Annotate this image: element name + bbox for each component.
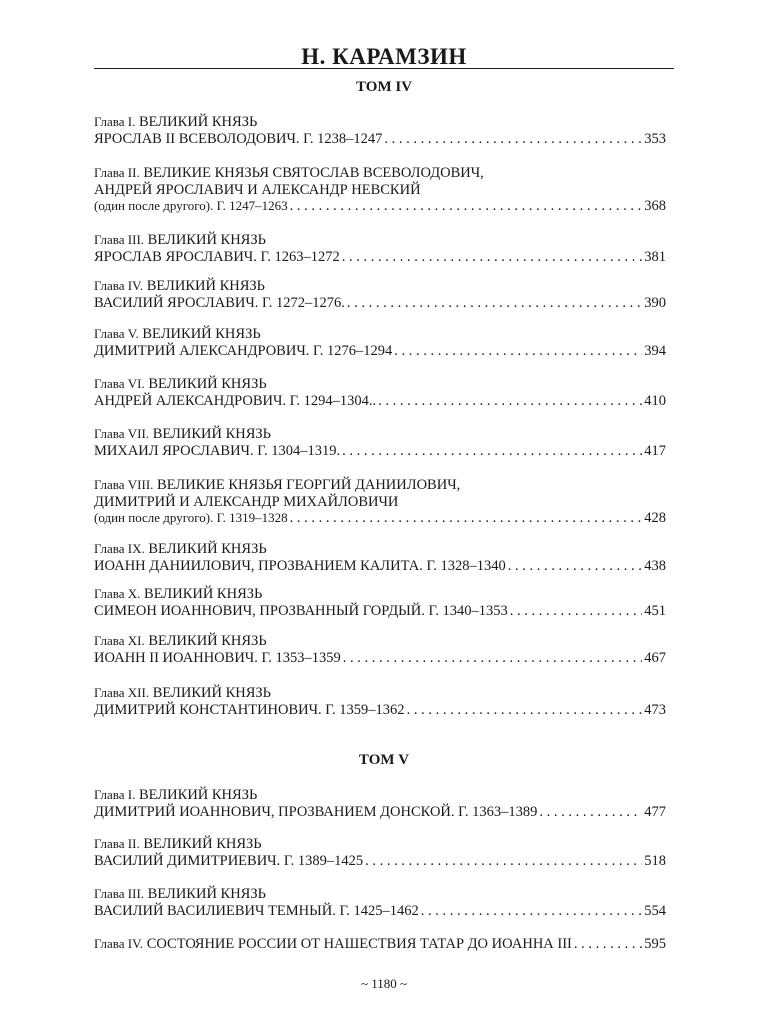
page-number: 438 — [644, 557, 666, 574]
chapter-label: Глава X. — [94, 586, 141, 601]
page-number: 368 — [644, 198, 666, 214]
toc-entry[interactable] — [94, 278, 666, 311]
page-number: 518 — [644, 852, 666, 869]
chapter-subtitle: АНДРЕЙ АЛЕКСАНДРОВИЧ. Г. 1294–1304.. — [94, 392, 377, 409]
toc-entry[interactable] — [94, 685, 666, 718]
chapter-title: ВЕЛИКИЙ КНЯЗЬ — [148, 541, 267, 557]
chapter-label: Глава II. — [94, 165, 140, 180]
chapter-label: Глава III. — [94, 232, 145, 247]
chapter-title-cont: АНДРЕЙ ЯРОСЛАВИЧ И АЛЕКСАНДР НЕВСКИЙ — [94, 181, 421, 198]
author-title: Н. КАРАМЗИН — [301, 44, 467, 69]
chapter-subtitle: ИОАНН ДАНИИЛОВИЧ, ПРОЗВАНИЕМ КАЛИТА. Г. 1328–1340 — [94, 557, 506, 574]
chapter-subtitle: ДИМИТРИЙ КОНСТАНТИНОВИЧ. Г. 1359–1362 — [94, 701, 405, 718]
chapter-title: ВЕЛИКИЙ КНЯЗЬ — [147, 886, 266, 902]
dot-leader — [347, 295, 642, 312]
dot-leader — [343, 650, 643, 667]
toc-entry[interactable] — [94, 886, 666, 919]
chapter-subtitle: ВАСИЛИЙ ДИМИТРИЕВИЧ. Г. 1389–1425 — [94, 852, 364, 869]
toc-entry[interactable] — [94, 114, 666, 147]
chapter-label: Глава V. — [94, 326, 139, 341]
chapter-title: ВЕЛИКИЕ КНЯЗЬЯ ГЕОРГИЙ ДАНИИЛОВИЧ, — [157, 477, 461, 493]
chapter-label: Глава VII. — [94, 426, 150, 441]
chapter-title: ВЕЛИКИЙ КНЯЗЬ — [148, 376, 267, 392]
chapter-label: Глава IV. — [94, 278, 144, 293]
page-number: 394 — [644, 342, 666, 359]
chapter-title: ВЕЛИКИЙ КНЯЗЬ — [139, 787, 258, 803]
chapter-subtitle: ВАСИЛИЙ ВАСИЛИЕВИЧ ТЕМНЫЙ. Г. 1425–1462 — [94, 902, 419, 919]
page-number: 410 — [644, 392, 666, 409]
toc-entry[interactable] — [94, 586, 666, 619]
dot-leader — [539, 804, 642, 821]
toc-entry[interactable] — [94, 936, 666, 953]
volume-heading: ТОМ IV — [355, 79, 413, 95]
chapter-title: ВЕЛИКИЙ КНЯЗЬ — [144, 586, 263, 602]
toc-entry[interactable] — [94, 787, 666, 820]
dot-leader — [508, 558, 643, 575]
page-number: 353 — [644, 130, 666, 147]
dot-leader — [384, 131, 642, 148]
chapter-label: Глава VIII. — [94, 477, 154, 492]
page-number: 417 — [644, 442, 666, 459]
dot-leader — [421, 903, 643, 920]
chapter-subtitle: ВАСИЛИЙ ЯРОСЛАВИЧ. Г. 1272–1276. — [94, 294, 345, 311]
chapter-label: Глава XII. — [94, 685, 150, 700]
toc-entry[interactable] — [94, 541, 666, 574]
chapter-subtitle: ДИМИТРИЙ АЛЕКСАНДРОВИЧ. Г. 1276–1294 — [94, 342, 393, 359]
chapter-label: Глава IX. — [94, 541, 145, 556]
page-number: 467 — [644, 649, 666, 666]
chapter-title: ВЕЛИКИЙ КНЯЗЬ — [147, 232, 266, 248]
chapter-title: ВЕЛИКИЙ КНЯЗЬ — [152, 685, 272, 701]
dot-leader — [510, 603, 643, 620]
dot-leader — [290, 510, 643, 527]
chapter-subtitle: МИХАИЛ ЯРОСЛАВИЧ. Г. 1304–1319. — [94, 442, 341, 459]
toc-entry[interactable] — [94, 836, 666, 869]
chapter-subtitle: (один после другого). Г. 1319–1328 — [94, 510, 288, 525]
chapter-title: ВЕЛИКИЙ КНЯЗЬ — [148, 633, 267, 649]
chapter-label: Глава IV. — [94, 936, 144, 951]
chapter-label: Глава XI. — [94, 633, 145, 648]
toc-entry[interactable] — [94, 376, 666, 409]
chapter-subtitle: (один после другого). Г. 1247–1263 — [94, 198, 288, 213]
toc-entry[interactable] — [94, 165, 666, 215]
page-number: 451 — [644, 602, 666, 619]
toc-entry[interactable] — [94, 326, 666, 359]
chapter-title: ВЕЛИКИЙ КНЯЗЬ — [146, 278, 265, 294]
dot-leader — [342, 249, 643, 266]
dot-leader — [407, 702, 643, 719]
dot-leader — [394, 343, 642, 360]
page-number: 554 — [644, 902, 666, 919]
chapter-title: ВЕЛИКИЕ КНЯЗЬЯ СВЯТОСЛАВ ВСЕВОЛОДОВИЧ, — [143, 165, 484, 181]
dot-leader — [574, 936, 642, 953]
dot-leader — [290, 198, 643, 215]
page-number: 390 — [644, 294, 666, 311]
toc-entry[interactable] — [94, 232, 666, 265]
page-number: 595 — [644, 936, 666, 952]
chapter-title: ВЕЛИКИЙ КНЯЗЬ — [143, 836, 262, 852]
chapter-subtitle: ЯРОСЛАВ ЯРОСЛАВИЧ. Г. 1263–1272 — [94, 248, 340, 265]
page-number: 428 — [644, 510, 666, 526]
dot-leader — [342, 443, 642, 460]
dot-leader — [378, 393, 642, 410]
title-rule — [94, 68, 674, 69]
chapter-title: СОСТОЯНИЕ РОССИИ ОТ НАШЕСТВИЯ ТАТАР ДО ИОАННА III — [146, 936, 572, 952]
chapter-label: Глава VI. — [94, 376, 145, 391]
page-number: 473 — [644, 701, 666, 718]
chapter-title-cont: ДИМИТРИЙ И АЛЕКСАНДР МИХАЙЛОВИЧИ — [94, 493, 399, 510]
chapter-subtitle: ДИМИТРИЙ ИОАННОВИЧ, ПРОЗВАНИЕМ ДОНСКОЙ. Г. 1363–1389 — [94, 803, 538, 820]
chapter-title: ВЕЛИКИЙ КНЯЗЬ — [139, 114, 258, 130]
chapter-label: Глава I. — [94, 787, 136, 802]
chapter-title: ВЕЛИКИЙ КНЯЗЬ — [152, 426, 272, 442]
chapter-label: Глава II. — [94, 836, 140, 851]
page-number: 477 — [644, 803, 666, 820]
chapter-title: ВЕЛИКИЙ КНЯЗЬ — [142, 326, 261, 342]
chapter-label: Глава I. — [94, 114, 136, 129]
page-footer-number: ~ 1180 ~ — [360, 976, 408, 991]
chapter-label: Глава III. — [94, 886, 145, 901]
chapter-subtitle: ЯРОСЛАВ II ВСЕВОЛОДОВИЧ. Г. 1238–1247 — [94, 130, 383, 147]
toc-entry[interactable] — [94, 426, 666, 459]
dot-leader — [365, 853, 642, 870]
volume-heading: ТОМ V — [358, 752, 410, 768]
page-number: 381 — [644, 248, 666, 265]
toc-entry[interactable] — [94, 633, 666, 666]
chapter-subtitle: ИОАНН II ИОАННОВИЧ. Г. 1353–1359 — [94, 649, 341, 666]
chapter-subtitle: СИМЕОН ИОАННОВИЧ, ПРОЗВАННЫЙ ГОРДЫЙ. Г. 1340–1353 — [94, 602, 508, 619]
toc-entry[interactable] — [94, 477, 666, 527]
